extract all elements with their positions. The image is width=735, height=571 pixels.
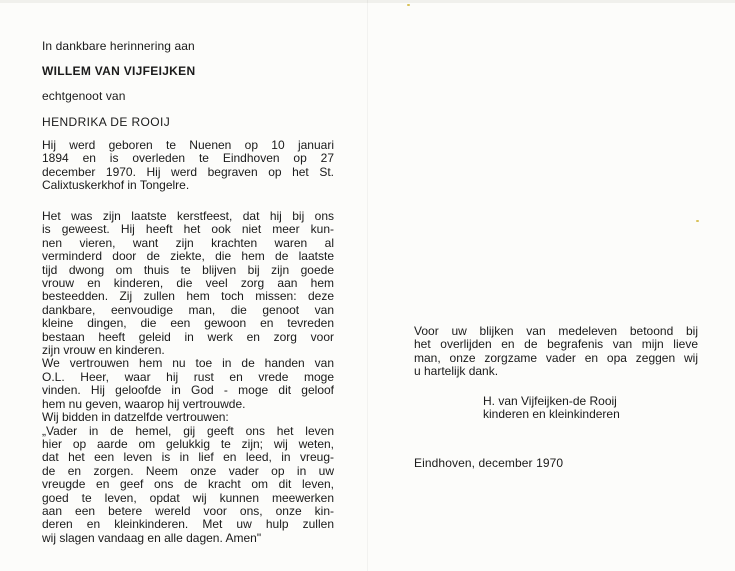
thanks-line: man, onze zorgzame vader en opa zeggen wij [414,350,698,365]
body-line: verminderd door de ziekte, die hem de laatste [42,249,334,264]
intro-text: In dankbare herinnering aan [42,39,195,53]
bio-line: Hij werd geboren te Nuenen op 10 januari [42,138,334,152]
body-line: dankbare, eenvoudige man, die genoot van [42,302,334,317]
prayer-line: goed te leven, opdat wij kunnen meewerken [42,490,334,505]
body-line: We vertrouwen hem nu toe in de handen van [42,356,334,371]
paper-speck [696,220,699,222]
body-line: hem nu geven, waarop hij vertrouwde. [42,396,246,411]
body-line: besteedden. Zij zullen hem toch missen: deze [42,289,334,304]
prayer-line: dat het een leven is in lief en leed, in vreug- [42,450,334,465]
thanks-line: u hartelijk dank. [414,364,499,379]
spouse-name: HENDRIKA DE ROOIJ [42,115,171,129]
prayer-line: vreugde en geef ons de kracht om dit leven, [42,477,334,492]
bio-line: december 1970. Hij werd begraven op het St. [42,164,334,179]
signature-line: kinderen en kleinkinderen [483,407,620,422]
body-paragraph [42,210,334,545]
spouse-label: echtgenoot van [42,89,126,103]
body-line: vinden. Hij geloofde in God - moge dit geloof [42,383,334,398]
thanks-line: het overlijden en de begrafenis van mijn lieve [414,337,698,352]
body-line: kleine dingen, die een gewoon en tevreden [42,316,334,331]
deceased-name: WILLEM VAN VIJFEIJKEN [42,64,196,78]
biography-paragraph [42,139,334,193]
signature-block [483,395,693,422]
prayer-line: wij slagen vandaag en alle dagen. Amen" [42,530,262,545]
body-line: zijn vrouw en kinderen. [42,343,165,358]
card-fold-line [367,0,368,571]
thanks-paragraph [414,325,698,379]
body-line: is geweest. Hij heeft het ook niet meer kun- [42,222,334,237]
body-line: nen vieren, want zijn krachten waren al [42,235,334,250]
thanks-line: Voor uw blijken van medeleven betoond bij [414,324,698,338]
body-line: Het was zijn laatste kerstfeest, dat hij bij ons [42,209,334,223]
place-date: Eindhoven, december 1970 [414,456,564,470]
body-line: tijd dwong om thuis te blijven bij zijn goede [42,262,334,277]
prayer-line: „Vader in de hemel, gij geeft ons het leven [42,423,334,438]
body-line: vrouw en kinderen, die veel zorg aan hem [42,276,334,291]
prayer-line: hier op aarde om gelukkig te zijn; wij weten, [42,436,334,451]
body-line: bestaan heeft geleid in werk en zorg voor [42,329,334,344]
paper-speck [407,4,410,6]
body-line: Wij bidden in datzelfde vertrouwen: [42,410,229,425]
signature-line: H. van Vijfeijken-de Rooij [483,394,617,408]
body-line: O.L. Heer, waar hij rust en vrede moge [42,369,334,384]
prayer-line: de en zorgen. Neem onze vader op in uw [42,463,334,478]
bio-line: 1894 en is overleden te Eindhoven op 27 [42,151,334,166]
bio-line: Calixtuskerkhof in Tongelre. [42,178,190,193]
prayer-line: deren en kleinkinderen. Met uw hulp zullen [42,517,334,532]
prayer-line: aan een betere wereld voor ons, onze kin- [42,503,334,518]
